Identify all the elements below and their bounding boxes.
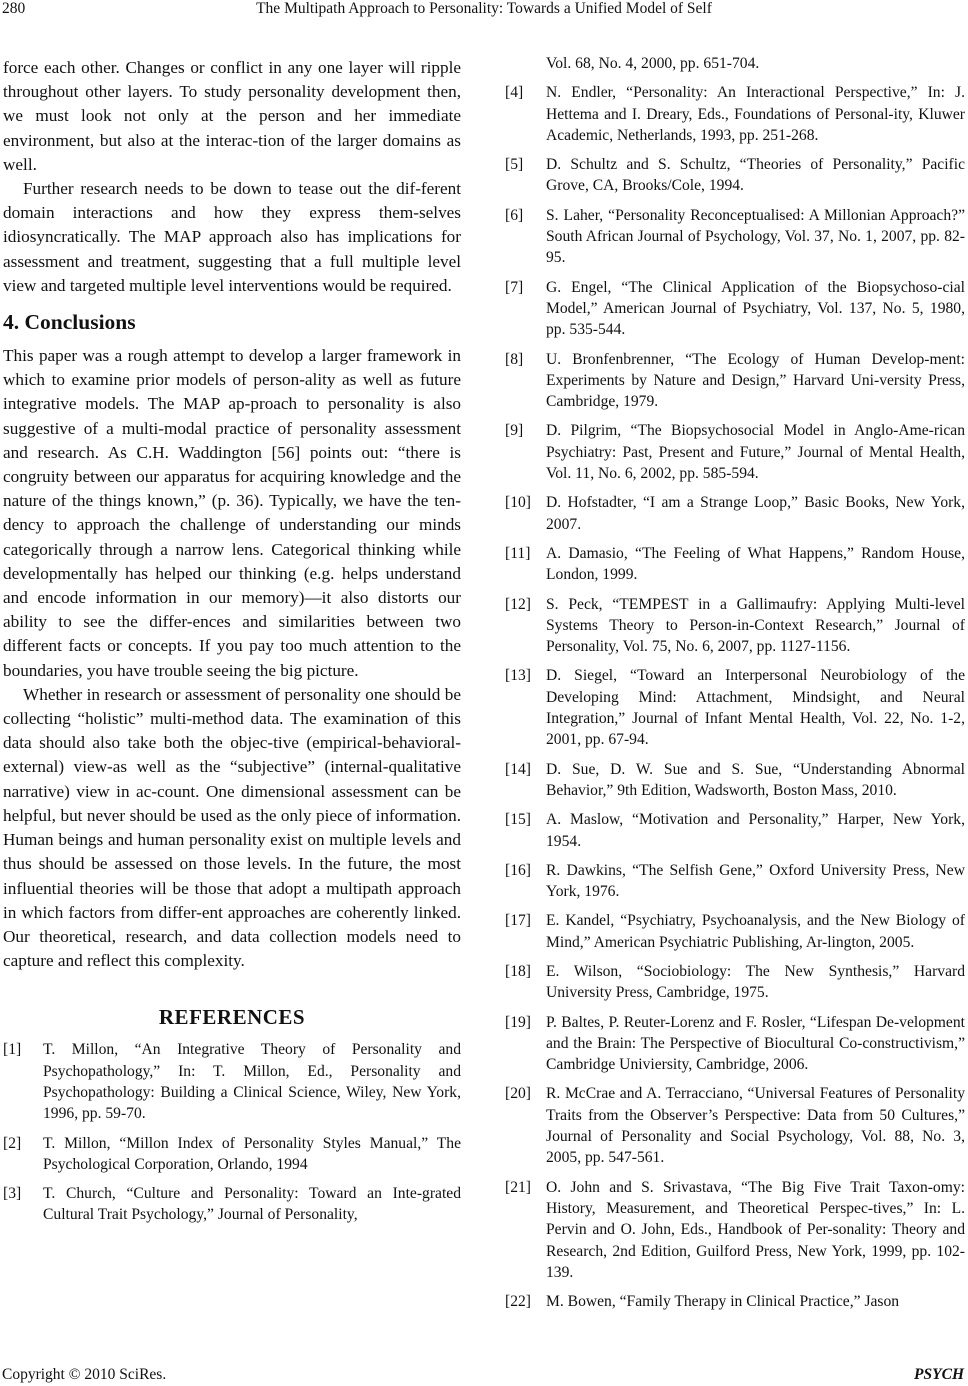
reference-list (505, 82, 965, 1312)
reference-item (3, 1133, 461, 1176)
reference-text: M. Bowen, “Family Therapy in Clinical Practice,” Jason (546, 1293, 900, 1311)
reference-item (505, 809, 965, 852)
conclusions-heading: 4. Conclusions (3, 310, 136, 335)
body-paragraph: This paper was a rough attempt to develop a larger framework in which to examine prior models of person-ality as well as future integrative models. The MAP ap-proach to personality is also suggestive of a multi-modal practice of personality assessment and research. As C.H. Waddington [56] points out: “there is congruity between our apparatus for acquiring knowledge and the nature of the things known,” (p. 36). Typically, we have the ten-dency to approach the challenge of understanding our minds categorically through a narrow lens. Categorical thinking while developmentally has helped our thinking (e.g. helps understand and encode information in our memory)—it also distorts our ability to see the differ-ences and similarities between two different facts or concepts. If you pay too much attention to the boundaries, you have trouble seeing the big picture. (3, 346, 461, 680)
reference-number: [22] (505, 1293, 531, 1311)
body-paragraph: force each other. Changes or conflict in any one layer will ripple throughout other layers. To study personality development then, we must look not only at the person and her immediate environment, but also at the interac-tion of the larger domains as well. (3, 58, 461, 174)
reference-item (505, 759, 965, 802)
reference-item (505, 205, 965, 269)
journal-abbrev: PSYCH (914, 1366, 964, 1383)
reference-number: [20] (505, 1085, 531, 1103)
reference-item (3, 1183, 461, 1226)
reference-text: A. Maslow, “Motivation and Personality,” Harper, New York, 1954. (546, 811, 965, 850)
reference-number: [7] (505, 278, 524, 296)
reference-text: E. Kandel, “Psychiatry, Psychoanalysis, and the New Biology of Mind,” American Psychiatric Publishing, Ar-lington, 2005. (546, 912, 965, 951)
reference-number: [6] (505, 206, 524, 224)
reference-continuation (505, 53, 965, 74)
reference-item (505, 82, 965, 146)
body-paragraph: Whether in research or assessment of personality one should be collecting “holistic” multi-method data. The examination of this data should also take both the objec-tive (empirical-behavioral-external) view-as well as the “subjective” (internal-qualitative narrative) view in ac-count. One dimensional assessment can be helpful, but never should be used as the only piece of information. Human beings and human personality exist on multiple levels and thus should be assessed on those levels. In the future, the most influential theories will be those that adopt a multipath approach in which factors from differ-ent approaches are coherently linked. Our theoretical, research, and data collection models need to capture and reflect this complexity. (3, 684, 461, 971)
reference-item (505, 1291, 965, 1312)
reference-text: R. Dawkins, “The Selfish Gene,” Oxford University Press, New York, 1976. (546, 861, 965, 901)
reference-number: [1] (3, 1041, 22, 1059)
reference-item (505, 492, 965, 535)
reference-number: [17] (505, 912, 531, 930)
reference-number: [3] (3, 1185, 22, 1203)
reference-item (505, 594, 965, 658)
reference-item (505, 277, 965, 341)
copyright-notice: Copyright © 2010 SciRes. (2, 1366, 167, 1383)
reference-item (505, 665, 965, 750)
page-header (0, 0, 968, 24)
reference-number: [19] (505, 1013, 531, 1031)
reference-item (505, 543, 965, 586)
reference-number: [18] (505, 962, 531, 980)
reference-item (505, 1012, 965, 1076)
left-column (3, 56, 461, 1234)
reference-text: S. Laher, “Personality Reconceptualised: A Millonian Approach?” South African Journal of Psychology, Vol. 37, No. 1, 2007, pp. 82-95. (546, 206, 965, 267)
reference-number: [5] (505, 156, 524, 174)
reference-text: P. Baltes, P. Reuter-Lorenz and F. Rosler, “Lifespan De-velopment and the Brain: The Perspective of Biocultural Co-constructivism,” Cambridge Univiersity, Cambridge, 2006. (546, 1013, 965, 1074)
reference-text: R. McCrae and A. Terracciano, “Universal Features of Personality Traits from the Observer’s Perspective: Data from 50 Cultures,” Journal of Personality and Social Psychology, Vol. 88, No. 3, 2005, pp. 547-561. (546, 1085, 965, 1167)
right-column (505, 53, 965, 1320)
references-heading: REFERENCES (158, 1005, 306, 1030)
reference-item (505, 1177, 965, 1283)
reference-item (505, 961, 965, 1004)
reference-number: [4] (505, 84, 524, 102)
reference-text: D. Hofstadter, “I am a Strange Loop,” Basic Books, New York, 2007. (546, 494, 965, 533)
reference-number: [2] (3, 1134, 22, 1152)
reference-text: O. John and S. Srivastava, “The Big Five Trait Taxon-omy: History, Measurement, and Theoretical Perspec-tives,” In: L. Pervin and O. John, Eds., Handbook of Per-sonality: Theory and Research, 2nd Edition, Guilford Press, New York, 1999, pp. 102-139. (546, 1178, 965, 1281)
reference-text: U. Bronfenbrenner, “The Ecology of Human Develop-ment: Experiments by Nature and Design,” Harvard Uni-versity Press, Cambridge, 1979. (546, 350, 965, 411)
reference-text: D. Siegel, “Toward an Interpersonal Neurobiology of the Developing Mind: Attachment, Mindsight, and Neural Integration,” Journal of Infant Mental Health, Vol. 22, No. 1-2, 2001, pp. 67-94. (546, 667, 965, 749)
reference-number: [8] (505, 350, 524, 368)
reference-text: T. Millon, “Millon Index of Personality Styles Manual,” The Psychological Corporation, Orlando, 1994 (43, 1134, 461, 1173)
reference-number: [15] (505, 811, 531, 829)
reference-text: T. Millon, “An Integrative Theory of Personality and Psychopathology,” In: T. Millon, Ed., Personality and Psychopathology: Building a Clinical Science, Wiley, New York, 1996, pp. 59-70. (43, 1041, 461, 1123)
reference-number: [14] (505, 760, 531, 778)
page-number: 280 (2, 0, 26, 17)
reference-item (505, 910, 965, 953)
reference-item (505, 1083, 965, 1168)
running-title: The Multipath Approach to Personality: Towards a Unified Model of Self (256, 0, 712, 17)
reference-number: [11] (505, 544, 531, 562)
reference-item (505, 349, 965, 413)
reference-text: N. Endler, “Personality: An Interactional Perspective,” In: J. Hettema and I. Dreary, Eds., Foundations of Personal-ity, Kluwer Academic, Netherlands, 1993, pp. 251-268. (546, 84, 965, 144)
reference-number: [9] (505, 422, 524, 440)
reference-text: G. Engel, “The Clinical Application of the Biopsychoso-cial Model,” American Journal of Psychiatry, Vol. 137, No. 5, 1980, pp. 535-544. (546, 278, 965, 339)
reference-text: E. Wilson, “Sociobiology: The New Synthesis,” Harvard University Press, Cambridge, 1975. (546, 962, 965, 1002)
reference-text: D. Pilgrim, “The Biopsychosocial Model in Anglo-Ame-rican Psychiatry: Past, Present and Future,” Journal of Mental Health, Vol. 11, No. 6, 2002, pp. 585-594. (546, 422, 965, 483)
reference-text: A. Damasio, “The Feeling of What Happens,” Random House, London, 1999. (546, 544, 965, 584)
reference-item (505, 154, 965, 197)
reference-text: S. Peck, “TEMPEST in a Gallimaufry: Applying Multi-level Systems Theory to Person-in-Context Research,” Journal of Personality, Vol. 75, No. 6, 2007, pp. 1127-1156. (546, 595, 965, 656)
reference-item (505, 420, 965, 484)
body-paragraph: Further research needs to be down to tease out the dif-ferent domain interactions and how they express them-selves idiosyncratically. The MAP approach also has implications for assessment and treatment, suggesting that a full multiple level view and targeted multiple level interventions would be required. (3, 179, 461, 295)
reference-number: [16] (505, 861, 531, 879)
reference-text: T. Church, “Culture and Personality: Toward an Inte-grated Cultural Trait Psychology,” Journal of Personality, (43, 1185, 461, 1224)
reference-text: Vol. 68, No. 4, 2000, pp. 651-704. (546, 55, 760, 72)
reference-text: D. Schultz and S. Schultz, “Theories of Personality,” Pacific Grove, CA, Brooks/Cole, 1994. (546, 156, 965, 195)
reference-text: D. Sue, D. W. Sue and S. Sue, “Understanding Abnormal Behavior,” 9th Edition, Wadsworth, Boston Mass, 2010. (546, 760, 965, 799)
reference-number: [12] (505, 595, 531, 613)
reference-number: [21] (505, 1178, 531, 1196)
reference-number: [10] (505, 494, 531, 512)
reference-item (505, 860, 965, 903)
reference-number: [13] (505, 667, 531, 685)
reference-item (3, 1039, 461, 1124)
